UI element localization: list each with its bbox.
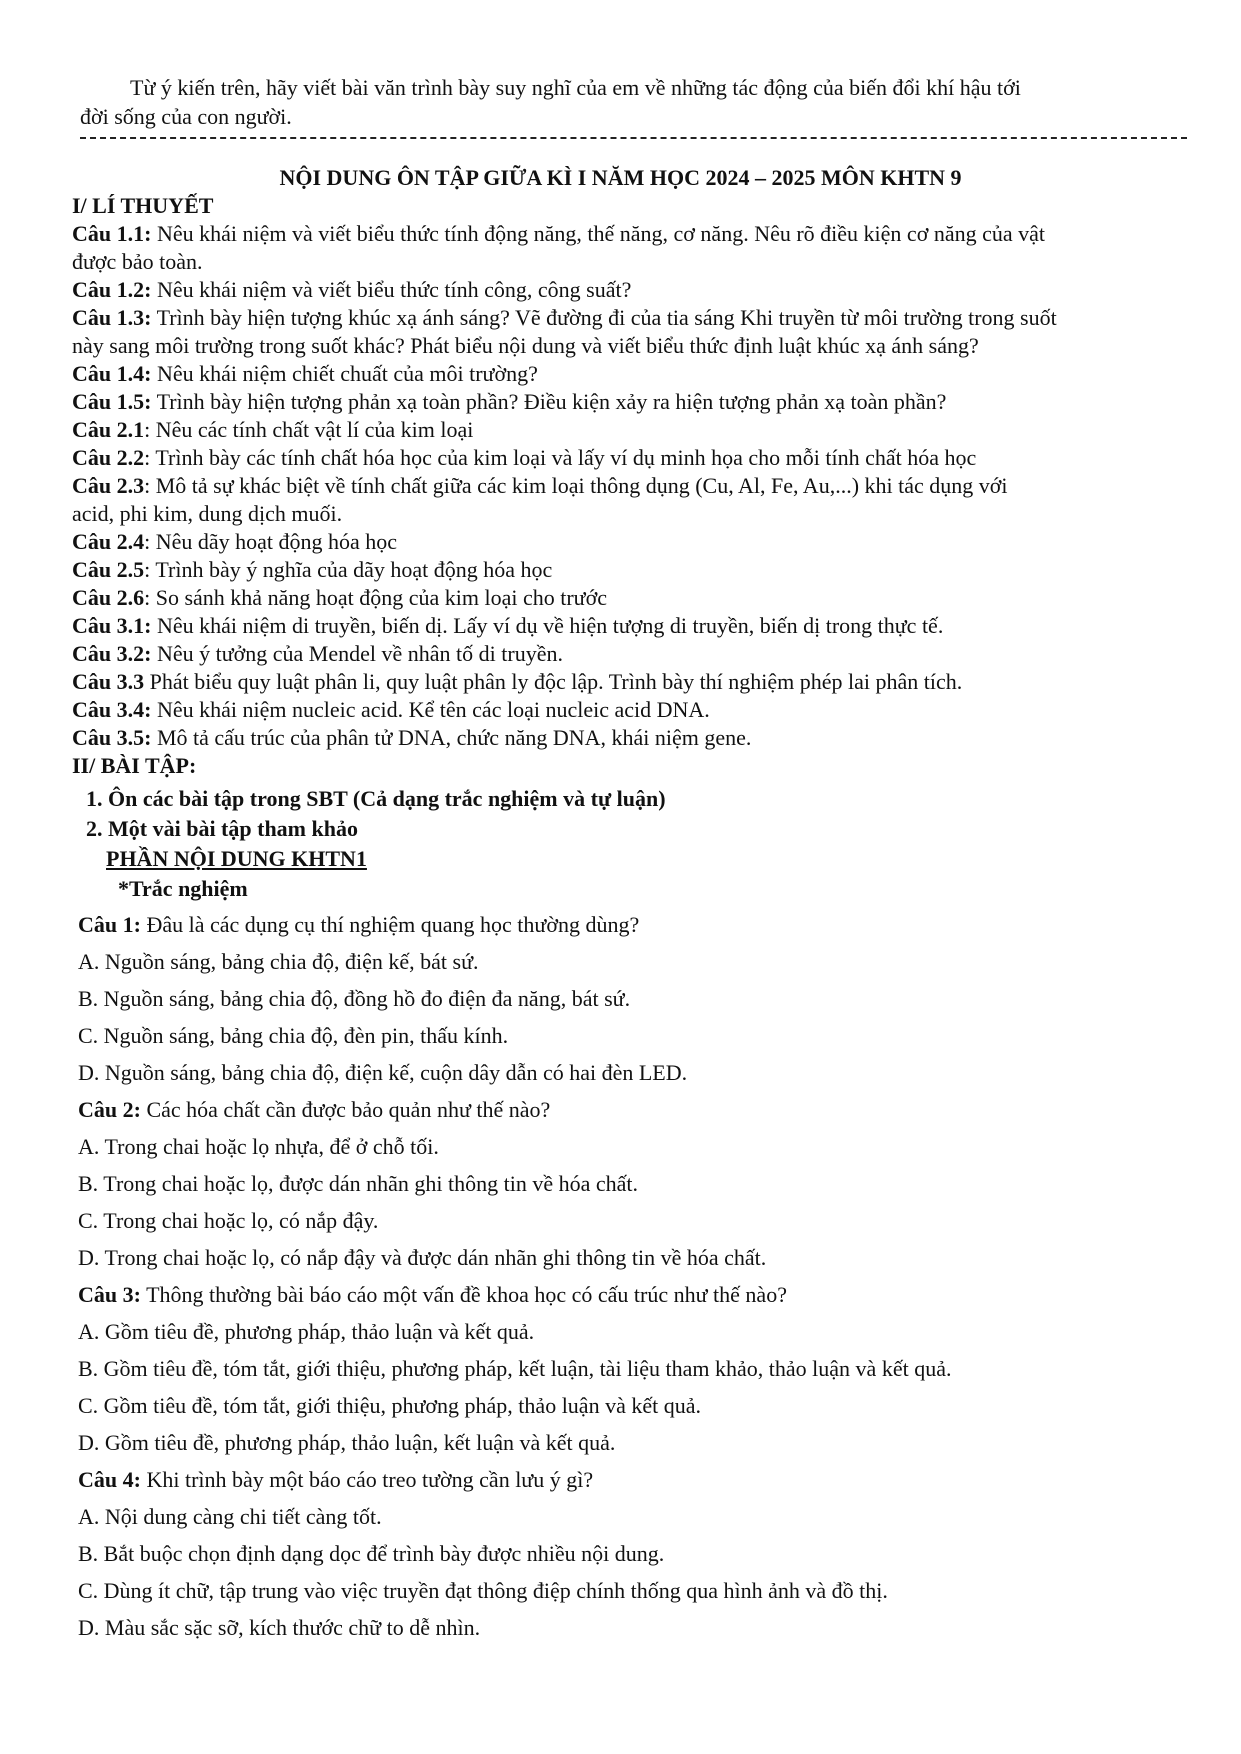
- theory-item-cont: được bảo toàn.: [72, 249, 203, 274]
- theory-item: [72, 556, 552, 584]
- mcq-option: B. Nguồn sáng, bảng chia độ, đồng hồ đo điện đa năng, bát sứ.: [78, 986, 631, 1011]
- question-text: Nêu khái niệm chiết chuất của môi trường?: [156, 361, 538, 386]
- exercise-item-1: 1. Ôn các bài tập trong SBT (Cả dạng trắc nghiệm và tự luận): [86, 786, 666, 811]
- part-heading: PHẦN NỘI DUNG KHTN1: [106, 846, 367, 871]
- mcq-option: B. Trong chai hoặc lọ, được dán nhãn ghi thông tin về hóa chất.: [78, 1171, 639, 1196]
- question-text: Nêu khái niệm nucleic acid. Kể tên các loại nucleic acid DNA.: [156, 697, 710, 722]
- theory-item: [72, 640, 563, 668]
- question-label: Câu 2.1: [72, 417, 145, 442]
- intro-line-1: Từ ý kiến trên, hãy viết bài văn trình bày suy nghĩ của em về những tác động của biến đổi khí hậu tới: [130, 75, 1021, 100]
- question-label: Câu 2.2: [72, 445, 145, 470]
- question-label: Câu 1:: [78, 912, 141, 937]
- theory-item: [72, 612, 943, 640]
- question-label: Câu 1.1:: [72, 221, 152, 246]
- question-label: Câu 4:: [78, 1467, 141, 1492]
- question-label: Câu 3.4:: [72, 697, 152, 722]
- mcq-question: [78, 1096, 550, 1124]
- mcq-option: D. Màu sắc sặc sỡ, kích thước chữ to dễ nhìn.: [78, 1615, 481, 1640]
- question-label: Câu 1.2:: [72, 277, 152, 302]
- theory-item-cont: này sang môi trường trong suốt khác? Phát biểu nội dung và viết biểu thức định luật khúc xạ ánh sáng?: [72, 333, 979, 358]
- question-text: : Nêu dãy hoạt động hóa học: [144, 529, 398, 554]
- question-label: Câu 3:: [78, 1282, 141, 1307]
- question-text: Đâu là các dụng cụ thí nghiệm quang học thường dùng?: [146, 912, 640, 937]
- question-text: Các hóa chất cần được bảo quản như thế nào?: [146, 1097, 551, 1122]
- question-text: Thông thường bài báo cáo một vấn đề khoa học có cấu trúc như thế nào?: [146, 1282, 787, 1307]
- separator-line: [80, 137, 1187, 139]
- mcq-option: D. Nguồn sáng, bảng chia độ, điện kế, cuộn dây dẫn có hai đèn LED.: [78, 1060, 688, 1085]
- mcq-option: C. Gồm tiêu đề, tóm tắt, giới thiệu, phương pháp, thảo luận và kết quả.: [78, 1393, 701, 1418]
- question-text: Nêu khái niệm và viết biểu thức tính công, công suất?: [156, 277, 632, 302]
- mcq-option: B. Gồm tiêu đề, tóm tắt, giới thiệu, phương pháp, kết luận, tài liệu tham khảo, thảo luận và kết quả.: [78, 1356, 952, 1381]
- question-text: Nêu khái niệm và viết biểu thức tính động năng, thế năng, cơ năng. Nêu rõ điều kiện cơ năng của vật: [156, 221, 1045, 246]
- mcq-option: A. Trong chai hoặc lọ nhựa, để ở chỗ tối.: [78, 1134, 439, 1159]
- question-label: Câu 3.3: [72, 669, 145, 694]
- theory-item: [72, 472, 1008, 500]
- question-text: Nêu khái niệm di truyền, biến dị. Lấy ví dụ về hiện tượng di truyền, biến dị trong thực tế.: [156, 613, 944, 638]
- page-title: NỘI DUNG ÔN TẬP GIỮA KÌ I NĂM HỌC 2024 – 2025 MÔN KHTN 9: [279, 165, 962, 190]
- theory-item: [72, 528, 397, 556]
- theory-item: [72, 220, 1045, 248]
- question-label: Câu 2:: [78, 1097, 141, 1122]
- question-label: Câu 2.3: [72, 473, 145, 498]
- theory-item: [72, 416, 473, 444]
- theory-item-cont: acid, phi kim, dung dịch muối.: [72, 501, 343, 526]
- theory-item: [72, 360, 538, 388]
- section-theory-heading: I/ LÍ THUYẾT: [72, 193, 214, 218]
- question-text: Mô tả cấu trúc của phân tử DNA, chức năng DNA, khái niệm gene.: [156, 725, 752, 750]
- theory-item: [72, 388, 946, 416]
- question-label: Câu 3.5:: [72, 725, 152, 750]
- question-text: Trình bày hiện tượng phản xạ toàn phần? Điều kiện xảy ra hiện tượng phản xạ toàn phần?: [156, 389, 947, 414]
- mcq-heading: *Trắc nghiệm: [118, 876, 248, 901]
- mcq-option: B. Bắt buộc chọn định dạng dọc để trình bày được nhiều nội dung.: [78, 1541, 665, 1566]
- question-text: Phát biểu quy luật phân li, quy luật phân ly độc lập. Trình bày thí nghiệm phép lai phân tích.: [149, 669, 963, 694]
- mcq-option: D. Gồm tiêu đề, phương pháp, thảo luận, kết luận và kết quả.: [78, 1430, 616, 1455]
- question-text: Nêu ý tưởng của Mendel về nhân tố di truyền.: [156, 641, 563, 666]
- question-label: Câu 1.4:: [72, 361, 152, 386]
- question-text: : So sánh khả năng hoạt động của kim loại cho trước: [144, 585, 607, 610]
- question-label: Câu 1.3:: [72, 305, 152, 330]
- mcq-option: A. Nguồn sáng, bảng chia độ, điện kế, bát sứ.: [78, 949, 479, 974]
- question-label: Câu 2.5: [72, 557, 145, 582]
- mcq-option: C. Dùng ít chữ, tập trung vào việc truyền đạt thông điệp chính thống qua hình ảnh và đồ thị.: [78, 1578, 888, 1603]
- theory-item: [72, 444, 976, 472]
- mcq-option: C. Nguồn sáng, bảng chia độ, đèn pin, thấu kính.: [78, 1023, 509, 1048]
- mcq-option: A. Nội dung càng chi tiết càng tốt.: [78, 1504, 382, 1529]
- mcq-question: [78, 911, 639, 939]
- question-text: : Trình bày các tính chất hóa học của kim loại và lấy ví dụ minh họa cho mỗi tính chất hóa học: [144, 445, 977, 470]
- question-label: Câu 2.4: [72, 529, 145, 554]
- question-text: Trình bày hiện tượng khúc xạ ánh sáng? Vẽ đường đi của tia sáng Khi truyền từ môi trường trong suốt: [156, 305, 1057, 330]
- mcq-question: [78, 1281, 787, 1309]
- theory-item: [72, 696, 710, 724]
- question-label: Câu 2.6: [72, 585, 145, 610]
- question-text: Khi trình bày một báo cáo treo tường cần lưu ý gì?: [146, 1467, 594, 1492]
- theory-item: [72, 584, 607, 612]
- section-exercise-heading: II/ BÀI TẬP:: [72, 753, 197, 778]
- mcq-option: D. Trong chai hoặc lọ, có nắp đậy và được dán nhãn ghi thông tin về hóa chất.: [78, 1245, 767, 1270]
- theory-item: [72, 276, 631, 304]
- question-text: : Trình bày ý nghĩa của dãy hoạt động hóa học: [144, 557, 553, 582]
- question-text: : Mô tả sự khác biệt về tính chất giữa các kim loại thông dụng (Cu, Al, Fe, Au,...) khi tác dụng với: [144, 473, 1008, 498]
- question-label: Câu 1.5:: [72, 389, 152, 414]
- theory-item: [72, 304, 1057, 332]
- mcq-option: A. Gồm tiêu đề, phương pháp, thảo luận và kết quả.: [78, 1319, 535, 1344]
- exercise-item-2: 2. Một vài bài tập tham khảo: [86, 816, 358, 841]
- question-label: Câu 3.1:: [72, 613, 152, 638]
- intro-line-2: đời sống của con người.: [80, 104, 292, 129]
- mcq-option: C. Trong chai hoặc lọ, có nắp đậy.: [78, 1208, 379, 1233]
- theory-item: [72, 668, 962, 696]
- question-label: Câu 3.2:: [72, 641, 152, 666]
- mcq-question: [78, 1466, 593, 1494]
- question-text: : Nêu các tính chất vật lí của kim loại: [144, 417, 474, 442]
- theory-item: [72, 724, 751, 752]
